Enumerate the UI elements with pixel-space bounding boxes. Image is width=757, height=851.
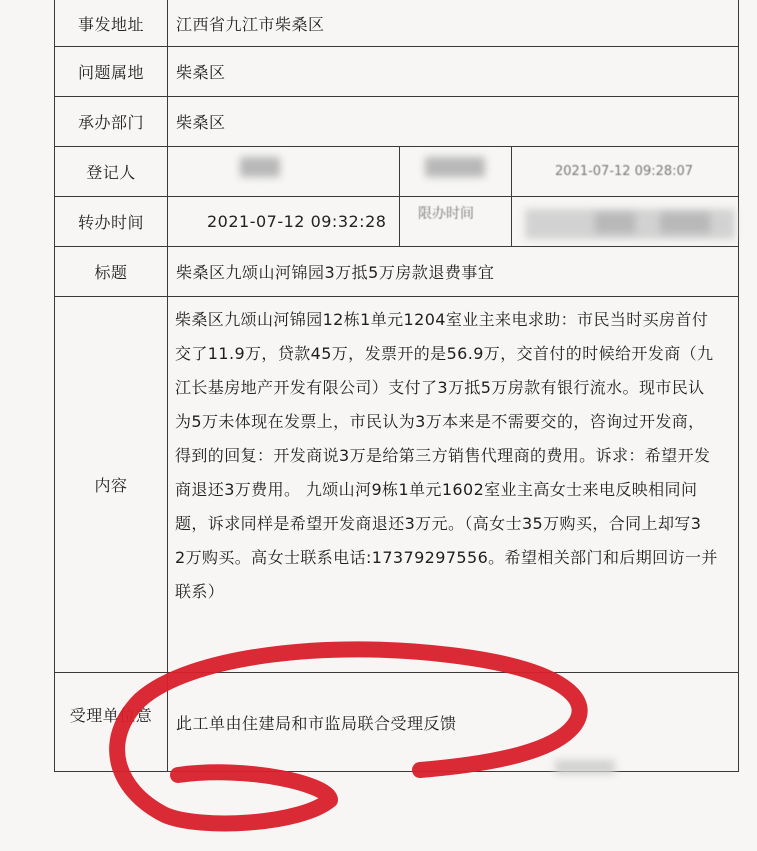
content-line: 商退还3万费用。 九颂山河9栋1单元1602室业主高女士来电反映相同问: [175, 480, 698, 499]
opinion-label: 受理单位意: [55, 673, 168, 772]
content-label: 内容: [55, 297, 168, 672]
dept-value: 柴桑区: [176, 113, 226, 132]
dept-label: 承办部门: [55, 97, 168, 146]
divider: [511, 147, 512, 196]
title-value: 柴桑区九颂山河锦园3万抵5万房款退费事宜: [176, 263, 495, 282]
redacted-name: [240, 157, 280, 177]
content-body: [175, 303, 735, 609]
row-belong: [55, 46, 738, 96]
content-line: 联系）: [175, 582, 225, 601]
redacted-deadline-part: [660, 213, 710, 233]
registrar-label: 登记人: [55, 147, 168, 196]
content-line: 得到的回复：开发商说3万是给第三方销售代理商的费用。诉求：希望开发: [175, 446, 711, 465]
opinion-value: 此工单由住建局和市监局联合受理反馈: [176, 714, 457, 733]
row-content: [55, 296, 738, 672]
row-registrar: [55, 146, 738, 196]
divider: [399, 197, 400, 246]
content-line: 交了11.9万，贷款45万，发票开的是56.9万，交首付的时候给开发商（九: [175, 344, 714, 363]
redacted-stamp: [555, 760, 615, 774]
row-transfer: [55, 196, 738, 246]
divider: [399, 147, 400, 196]
belong-label: 问题属地: [55, 47, 168, 96]
row-dept: [55, 96, 738, 146]
transfer-time: 2021-07-12 09:32:28: [207, 212, 387, 231]
title-label: 标题: [55, 247, 168, 296]
location-value: 江西省九江市柴桑区: [176, 14, 325, 34]
content-line: 江长基房地产开发有限公司）支付了3万抵5万房款有银行流水。现市民认: [175, 378, 705, 397]
content-line: 柴桑区九颂山河锦园12栋1单元1204室业主来电求助：市民当时买房首付: [175, 310, 709, 329]
belong-value: 柴桑区: [176, 63, 226, 82]
row-location: [55, 0, 738, 46]
content-line: 为5万未体现在发票上，市民认为3万本来是不需要交的，咨询过开发商，: [175, 412, 705, 431]
content-line: 2万购买。高女士联系电话:17379297556。希望相关部门和后期回访一并: [175, 548, 718, 567]
redacted-deadline-part: [595, 213, 635, 233]
row-title: [55, 246, 738, 296]
redacted-field: [425, 157, 485, 177]
work-order-table: [54, 0, 739, 772]
deadline-label: 限办时间: [418, 206, 474, 222]
location-label: 事发地址: [55, 0, 168, 46]
transfer-label: 转办时间: [55, 197, 168, 246]
row-opinion: [55, 672, 738, 772]
divider: [511, 197, 512, 246]
register-time-obscured: 2021-07-12 09:28:07: [555, 164, 694, 179]
content-line: 题，诉求同样是希望开发商退还3万元。（高女士35万购买，合同上却写3: [175, 514, 702, 533]
